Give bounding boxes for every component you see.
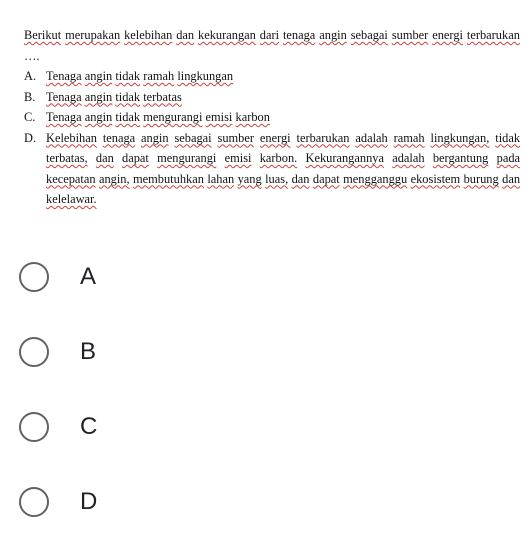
option-word: mengurangi [157,151,217,165]
option-word: energi [259,130,291,145]
option-word: tenaga [102,130,136,145]
stem-word: energi [432,28,463,42]
option-word: sumber [217,130,254,145]
option-word: angin [84,69,113,83]
question-text-block [24,25,520,210]
option-word: kecepatan [46,171,96,186]
option-word: luas, [265,171,289,186]
option-text [46,66,520,87]
option-b [24,87,520,108]
answer-choice-c[interactable] [19,410,219,450]
option-letter: D. [24,130,37,145]
option-word: dapat [122,151,149,165]
option-word: tidak [495,130,521,145]
radio-button-c[interactable] [19,412,49,442]
stem-ellipsis: …. [24,48,40,63]
option-a [24,66,520,87]
option-word: ramah [143,69,175,83]
option-word: Kelebihan [46,130,97,145]
option-word: terbatas, [46,151,88,165]
option-letter: C. [24,110,36,124]
stem-word: terbarukan [466,28,520,42]
option-word: tidak [115,69,141,83]
stem-word: sumber [391,28,429,42]
option-text [46,107,520,128]
option-word: dan [95,151,114,165]
option-word: angin [141,130,169,145]
stem-word: kelebihan [124,28,173,42]
option-word: mengurangi [143,110,203,124]
option-text [46,87,520,108]
stem-word: dan [176,28,195,42]
answer-choice-label: C [80,413,98,440]
option-letter: A. [24,69,37,83]
answer-choice-label: B [80,338,97,365]
option-word: Kekurangannya [305,151,384,165]
option-word: yang [237,171,262,186]
answer-choice-d[interactable] [19,485,219,525]
option-word: pada [496,151,521,165]
option-word: dan [502,171,521,186]
option-word: emisi [224,151,252,165]
option-letter: B. [24,89,36,104]
option-word: Tenaga [46,110,82,124]
option-word: kelelawar. [46,192,97,206]
option-word: adalah [392,151,425,165]
answer-choice-a[interactable] [19,260,219,300]
option-c [24,107,520,128]
option-d [24,128,520,210]
option-word: burung [463,171,499,186]
option-word: tidak [115,89,141,104]
option-word: terbarukan [296,130,350,145]
answer-choice-b[interactable] [19,335,219,375]
option-word: angin, [98,171,130,186]
option-word: ramah [393,130,425,145]
answer-choice-label: D [80,488,98,515]
stem-word: Berikut [24,28,62,42]
option-word: karbon. [259,151,298,165]
option-text [46,128,520,210]
answer-choice-label: A [80,263,97,290]
option-word: lingkungan, [430,130,490,145]
option-word: terbatas [143,89,182,104]
radio-button-a[interactable] [19,262,49,292]
option-word: angin [84,89,113,104]
option-word: mengganggu [343,171,408,186]
option-word: sebagai [174,130,212,145]
option-word: karbon [235,110,270,124]
option-word: bergantung [432,151,489,165]
option-word: angin [84,110,113,124]
option-word: Tenaga [46,89,82,104]
option-word: lahan [207,171,235,186]
stem-word: angin [319,28,347,42]
option-word: tidak [115,110,141,124]
radio-button-b[interactable] [19,337,49,367]
stem-word: tenaga [282,28,316,42]
option-word: Tenaga [46,69,82,83]
option-word: membutuhkan [133,171,204,186]
option-word: emisi [205,110,233,124]
question-stem [24,25,520,66]
stem-word: sebagai [350,28,388,42]
stem-word: dari [259,28,280,42]
option-word: dapat [312,171,340,186]
option-word: adalah [355,130,388,145]
option-word: ekosistem [410,171,461,186]
option-word: lingkungan [177,69,234,83]
stem-word: kekurangan [198,28,256,42]
radio-button-d[interactable] [19,487,49,517]
stem-word: merupakan [65,28,121,42]
option-word: dan [291,171,310,186]
